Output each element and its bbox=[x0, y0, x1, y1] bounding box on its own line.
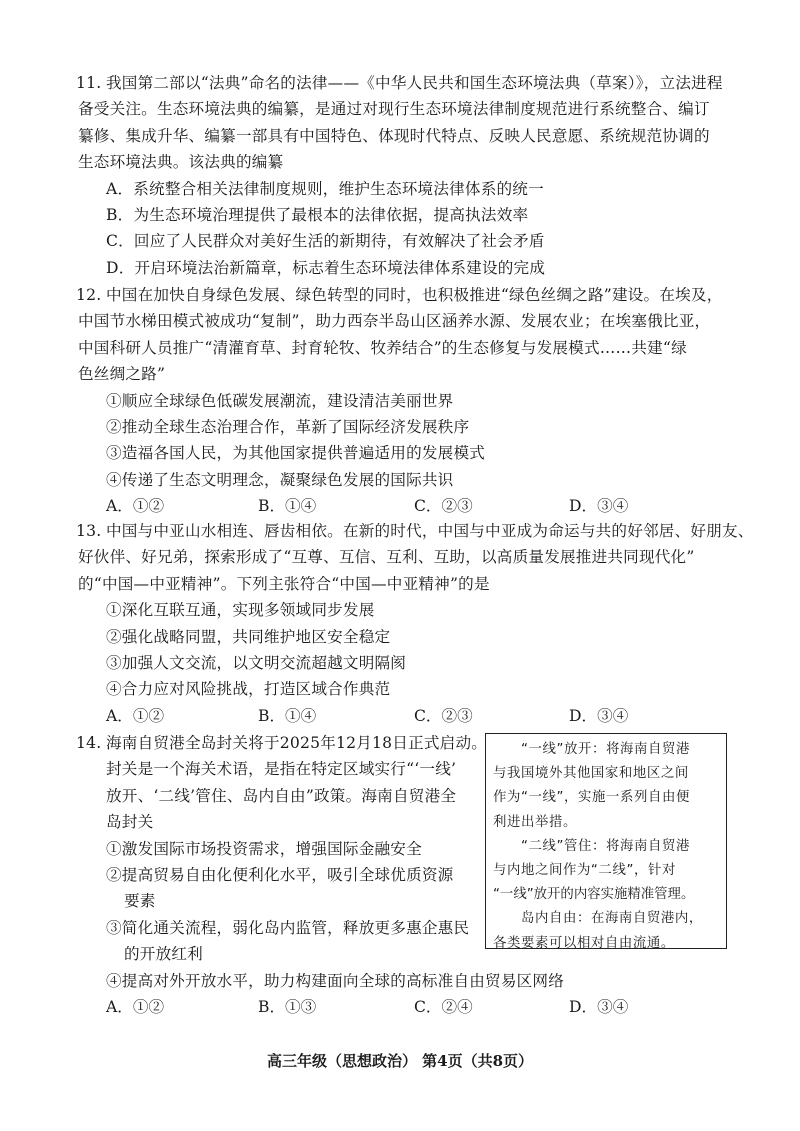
box-line: 利进出举措。 bbox=[493, 814, 577, 830]
choice-b: B．①③ bbox=[258, 997, 317, 1016]
box-line: 与我国境外其他国家和地区之间 bbox=[493, 766, 689, 782]
option-c: C．回应了人民群众对美好生活的新期待，有效解决了社会矛盾 bbox=[106, 232, 545, 251]
question-stem-line: 中国节水梯田模式被成功“复制”，助力西奈半岛山区涵养水源、发展农业；在埃塞俄比亚， bbox=[78, 312, 711, 331]
choice-c: C．②④ bbox=[414, 997, 473, 1016]
question-13 bbox=[76, 518, 754, 729]
question-number: 14. bbox=[76, 734, 102, 752]
statement-3-cont: 的开放红利 bbox=[124, 945, 203, 964]
question-stem-line: 放开、‘二线’管住、岛内自由”政策。海南自贸港全 bbox=[106, 786, 457, 805]
question-stem-line: 中国与中亚山水相连、唇齿相依。在新的时代，中国与中亚成为命运与共的好邻居、好朋友、 bbox=[106, 522, 754, 540]
choice-c: C．②③ bbox=[414, 706, 473, 725]
statement-4: ④提高对外开放水平，助力构建面向全球的高标准自由贸易区网络 bbox=[106, 971, 565, 990]
choice-d: D．③④ bbox=[569, 706, 629, 725]
box-line: 作为“一线”，实施一系列自由便 bbox=[493, 790, 690, 806]
choice-b: B．①④ bbox=[258, 497, 317, 516]
question-11 bbox=[78, 70, 738, 281]
box-line: “一线”放开的内容实施精准管理。 bbox=[493, 887, 695, 903]
box-line: “一线”放开：将海南自贸港 bbox=[521, 742, 690, 757]
question-stem-line: 我国第二部以“法典”命名的法律——《中华人民共和国生态环境法典（草案）》，立法进程 bbox=[106, 74, 723, 92]
statement-1: ①深化互联互通，实现多领域同步发展 bbox=[106, 601, 375, 620]
statement-2: ②强化战略同盟，共同维护地区安全稳定 bbox=[106, 627, 391, 646]
choice-a: A．①② bbox=[106, 497, 165, 516]
choice-b: B．①④ bbox=[258, 706, 317, 725]
question-stem-line: 岛封关 bbox=[106, 813, 154, 832]
choice-a: A．①② bbox=[106, 706, 165, 725]
statement-2-cont: 要素 bbox=[124, 892, 156, 911]
option-d: D．开启环境法治新篇章，标志着生态环境法律体系建设的完成 bbox=[106, 258, 546, 277]
statement-1: ①顺应全球绿色低碳发展潮流，建设清洁美丽世界 bbox=[106, 391, 454, 410]
question-number: 13. bbox=[76, 522, 102, 540]
question-number: 11. bbox=[76, 74, 102, 92]
question-stem-line: 封关是一个海关术语，是指在特定区域实行“‘一线’ bbox=[106, 760, 457, 779]
box-line: “二线”管住：将海南自贸港 bbox=[521, 838, 690, 854]
question-stem-line: 中国科研人员推广“清灌育草、封育轮牧、牧养结合”的生态修复与发展模式……共建“绿 bbox=[78, 338, 687, 357]
statement-2: ②推动全球生态治理合作，革新了国际经济发展秩序 bbox=[106, 417, 470, 436]
box-line: 与内地之间作为“二线”，针对 bbox=[493, 862, 676, 878]
question-stem-line: 生态环境法典。该法典的编纂 bbox=[78, 153, 284, 172]
statement-1: ①激发国际市场投资需求，增强国际金融安全 bbox=[106, 839, 422, 858]
choice-row bbox=[78, 994, 738, 1020]
choice-row bbox=[78, 703, 738, 729]
statement-4: ④传递了生态文明理念，凝聚绿色发展的国际共识 bbox=[106, 470, 454, 489]
choice-row bbox=[78, 493, 738, 519]
question-stem-line: 纂修、集成升华、编纂一部具有中国特色、体现时代特点、反映人民意愿、系统规范协调的 bbox=[78, 126, 710, 145]
question-stem-line: 中国在加快自身绿色发展、绿色转型的同时，也积极推进“绿色丝绸之路”建设。在埃及， bbox=[106, 286, 723, 304]
question-stem-line: 备受关注。生态环境法典的编纂，是通过对现行生态环境法律制度规范进行系统整合、编订 bbox=[78, 100, 710, 119]
statement-4: ④合力应对风险挑战，打造区域合作典范 bbox=[106, 680, 391, 699]
statement-3: ③简化通关流程，弱化岛内监管，释放更多惠企惠民 bbox=[106, 918, 470, 937]
choice-d: D．③④ bbox=[569, 997, 629, 1016]
box-line: 各类要素可以相对自由流通。 bbox=[493, 935, 675, 951]
statement-3: ③加强人文交流，以文明交流超越文明隔阂 bbox=[106, 653, 407, 672]
statement-2: ②提高贸易自由化便利化水平，吸引全球优质资源 bbox=[106, 865, 454, 884]
option-b: B．为生态环境治理提供了最根本的法律依据，提高执法效率 bbox=[106, 205, 529, 224]
question-number: 12. bbox=[76, 286, 102, 304]
choice-c: C．②③ bbox=[414, 497, 473, 516]
option-a: A．系统整合相关法律制度规则，维护生态环境法律体系的统一 bbox=[106, 179, 544, 198]
question-12 bbox=[78, 282, 738, 520]
question-stem-line: 色丝绸之路” bbox=[78, 365, 166, 384]
page-footer: 高三年级（思想政治） 第4页（共8页） bbox=[266, 1052, 534, 1070]
choice-a: A．①② bbox=[106, 997, 165, 1016]
choice-d: D．③④ bbox=[569, 497, 629, 516]
box-line: 岛内自由：在海南自贸港内， bbox=[521, 911, 703, 927]
policy-info-box bbox=[485, 733, 727, 949]
question-stem-line: 好伙伴、好兄弟，探索形成了“互尊、互信、互利、互助，以高质量发展推进共同现代化” bbox=[78, 548, 695, 567]
question-stem-line: 海南自贸港全岛封关将于2025年12月18日正式启动。 bbox=[106, 734, 488, 752]
question-stem-line: 的“中国—中亚精神”。下列主张符合“中国—中亚精神”的是 bbox=[78, 574, 490, 593]
statement-3: ③造福各国人民，为其他国家提供普遍适用的发展模式 bbox=[106, 444, 486, 463]
